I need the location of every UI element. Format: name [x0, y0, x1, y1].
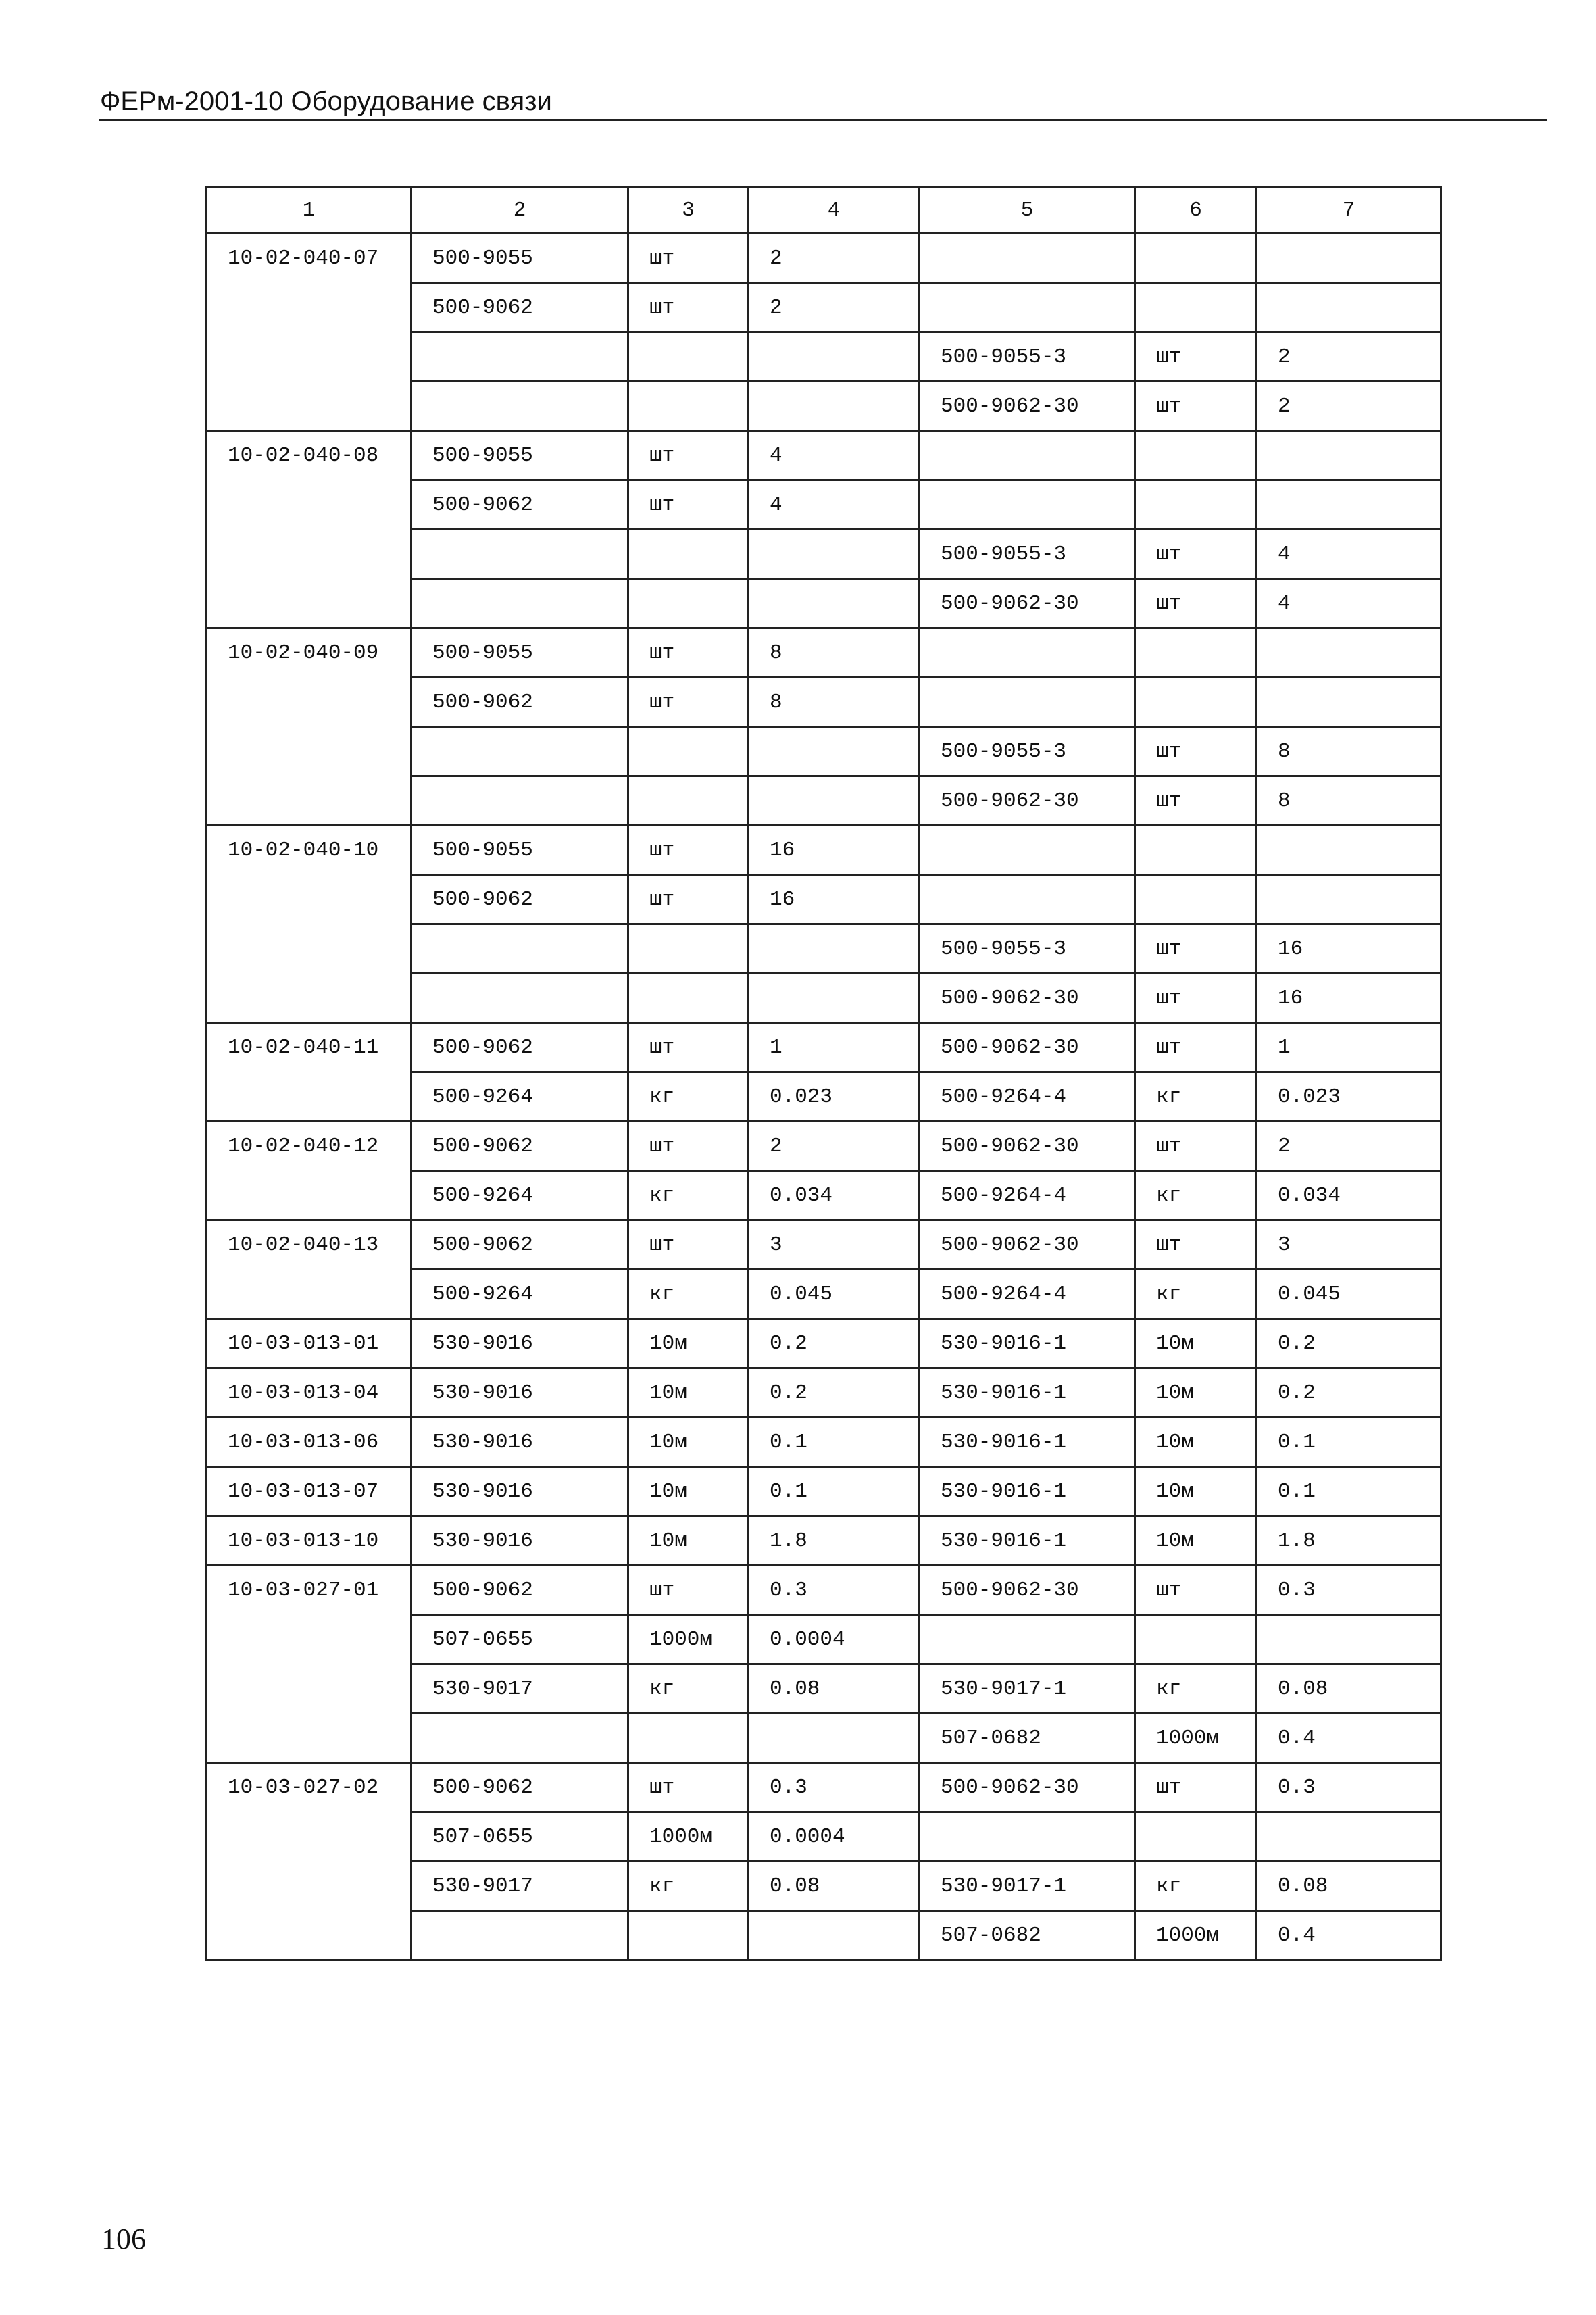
table-row — [207, 332, 1441, 382]
replacement-code-cell: 500-9062-30 — [920, 1122, 1135, 1171]
table-row — [207, 431, 1441, 480]
unit-cell: 10м — [628, 1368, 749, 1418]
resource-code-cell: 530-9016 — [412, 1368, 628, 1418]
quantity-cell: 0.1 — [749, 1467, 920, 1516]
resource-code-cell: 530-9016 — [412, 1319, 628, 1368]
quantity-cell: 0.045 — [749, 1270, 920, 1319]
replacement-quantity-cell — [1257, 431, 1441, 480]
norm-code-cell — [207, 678, 412, 727]
resource-code-cell — [412, 1911, 628, 1960]
replacement-quantity-cell: 8 — [1257, 727, 1441, 776]
replacement-quantity-cell — [1257, 678, 1441, 727]
norm-code-cell — [207, 1171, 412, 1220]
quantity-cell — [749, 382, 920, 431]
replacement-unit-cell: кг — [1135, 1270, 1257, 1319]
replacement-quantity-cell: 0.2 — [1257, 1319, 1441, 1368]
replacement-quantity-cell: 0.045 — [1257, 1270, 1441, 1319]
norm-code-cell: 10-03-013-01 — [207, 1319, 412, 1368]
replacement-code-cell: 530-9016-1 — [920, 1418, 1135, 1467]
table-row — [207, 875, 1441, 924]
replacement-unit-cell: 1000м — [1135, 1911, 1257, 1960]
quantity-cell: 0.0004 — [749, 1615, 920, 1664]
norm-code-cell: 10-02-040-09 — [207, 628, 412, 678]
resource-table — [205, 186, 1442, 1961]
quantity-cell: 0.3 — [749, 1763, 920, 1812]
quantity-cell — [749, 332, 920, 382]
replacement-unit-cell — [1135, 628, 1257, 678]
column-header: 6 — [1135, 187, 1257, 234]
table-row — [207, 1862, 1441, 1911]
unit-cell: 10м — [628, 1319, 749, 1368]
resource-code-cell: 530-9017 — [412, 1664, 628, 1714]
unit-cell: 1000м — [628, 1615, 749, 1664]
replacement-unit-cell: 10м — [1135, 1467, 1257, 1516]
table-row — [207, 974, 1441, 1023]
table-header-row — [207, 187, 1441, 234]
replacement-quantity-cell — [1257, 283, 1441, 332]
resource-code-cell: 500-9062 — [412, 1220, 628, 1270]
replacement-unit-cell: шт — [1135, 579, 1257, 628]
unit-cell: шт — [628, 628, 749, 678]
resource-code-cell: 500-9062 — [412, 1023, 628, 1072]
replacement-code-cell — [920, 431, 1135, 480]
table-row — [207, 1664, 1441, 1714]
replacement-code-cell: 507-0682 — [920, 1911, 1135, 1960]
resource-code-cell: 507-0655 — [412, 1812, 628, 1862]
column-header: 7 — [1257, 187, 1441, 234]
resource-table-body — [207, 187, 1441, 1960]
replacement-quantity-cell: 0.4 — [1257, 1714, 1441, 1763]
table-row — [207, 1418, 1441, 1467]
replacement-quantity-cell: 16 — [1257, 974, 1441, 1023]
unit-cell: 10м — [628, 1467, 749, 1516]
replacement-code-cell: 500-9264-4 — [920, 1171, 1135, 1220]
quantity-cell: 0.1 — [749, 1418, 920, 1467]
table-row — [207, 776, 1441, 826]
table-row — [207, 1220, 1441, 1270]
resource-code-cell — [412, 579, 628, 628]
table-row — [207, 628, 1441, 678]
norm-code-cell — [207, 974, 412, 1023]
resource-code-cell: 500-9055 — [412, 826, 628, 875]
quantity-cell: 0.2 — [749, 1368, 920, 1418]
table-row — [207, 382, 1441, 431]
quantity-cell: 8 — [749, 628, 920, 678]
quantity-cell: 0.034 — [749, 1171, 920, 1220]
replacement-unit-cell — [1135, 826, 1257, 875]
table-row — [207, 1023, 1441, 1072]
replacement-unit-cell: шт — [1135, 1023, 1257, 1072]
replacement-code-cell — [920, 234, 1135, 283]
norm-code-cell: 10-03-027-02 — [207, 1763, 412, 1812]
replacement-quantity-cell: 2 — [1257, 1122, 1441, 1171]
resource-code-cell — [412, 530, 628, 579]
norm-code-cell — [207, 283, 412, 332]
norm-code-cell — [207, 332, 412, 382]
replacement-code-cell — [920, 480, 1135, 530]
replacement-quantity-cell: 1.8 — [1257, 1516, 1441, 1566]
replacement-code-cell — [920, 283, 1135, 332]
norm-code-cell: 10-02-040-13 — [207, 1220, 412, 1270]
resource-code-cell: 500-9062 — [412, 875, 628, 924]
replacement-code-cell: 530-9017-1 — [920, 1862, 1135, 1911]
unit-cell: шт — [628, 826, 749, 875]
replacement-unit-cell: 1000м — [1135, 1714, 1257, 1763]
replacement-code-cell: 500-9062-30 — [920, 382, 1135, 431]
resource-code-cell: 500-9062 — [412, 678, 628, 727]
replacement-unit-cell: 10м — [1135, 1516, 1257, 1566]
table-row — [207, 1072, 1441, 1122]
unit-cell: 10м — [628, 1418, 749, 1467]
quantity-cell — [749, 776, 920, 826]
page-header-title: ФЕРм-2001-10 Оборудование связи — [100, 86, 552, 116]
replacement-quantity-cell: 3 — [1257, 1220, 1441, 1270]
replacement-unit-cell — [1135, 1615, 1257, 1664]
norm-code-cell — [207, 530, 412, 579]
replacement-code-cell: 530-9016-1 — [920, 1319, 1135, 1368]
table-row — [207, 1270, 1441, 1319]
unit-cell — [628, 530, 749, 579]
norm-code-cell — [207, 727, 412, 776]
table-row — [207, 480, 1441, 530]
replacement-unit-cell: шт — [1135, 382, 1257, 431]
table-row — [207, 1319, 1441, 1368]
replacement-quantity-cell: 1 — [1257, 1023, 1441, 1072]
resource-code-cell: 530-9016 — [412, 1516, 628, 1566]
table-row — [207, 579, 1441, 628]
quantity-cell: 1 — [749, 1023, 920, 1072]
quantity-cell: 2 — [749, 283, 920, 332]
replacement-code-cell: 530-9016-1 — [920, 1368, 1135, 1418]
quantity-cell — [749, 579, 920, 628]
quantity-cell — [749, 1714, 920, 1763]
replacement-code-cell: 507-0682 — [920, 1714, 1135, 1763]
replacement-code-cell: 500-9062-30 — [920, 974, 1135, 1023]
replacement-code-cell: 500-9062-30 — [920, 1763, 1135, 1812]
table-row — [207, 1122, 1441, 1171]
norm-code-cell: 10-03-013-06 — [207, 1418, 412, 1467]
unit-cell: 1000м — [628, 1812, 749, 1862]
table-row — [207, 1911, 1441, 1960]
quantity-cell: 2 — [749, 1122, 920, 1171]
resource-code-cell: 530-9017 — [412, 1862, 628, 1911]
replacement-quantity-cell — [1257, 1615, 1441, 1664]
replacement-unit-cell: 10м — [1135, 1368, 1257, 1418]
quantity-cell — [749, 727, 920, 776]
norm-code-cell: 10-02-040-08 — [207, 431, 412, 480]
unit-cell: кг — [628, 1270, 749, 1319]
replacement-unit-cell: кг — [1135, 1072, 1257, 1122]
unit-cell — [628, 974, 749, 1023]
norm-code-cell — [207, 480, 412, 530]
quantity-cell: 16 — [749, 875, 920, 924]
replacement-code-cell: 500-9062-30 — [920, 579, 1135, 628]
replacement-code-cell: 500-9055-3 — [920, 727, 1135, 776]
resource-code-cell — [412, 332, 628, 382]
column-header: 5 — [920, 187, 1135, 234]
page-number: 106 — [101, 2222, 146, 2256]
quantity-cell — [749, 924, 920, 974]
unit-cell — [628, 1911, 749, 1960]
table-row — [207, 826, 1441, 875]
replacement-quantity-cell — [1257, 826, 1441, 875]
replacement-quantity-cell — [1257, 234, 1441, 283]
header-rule — [99, 119, 1547, 121]
resource-code-cell — [412, 382, 628, 431]
table-row — [207, 1566, 1441, 1615]
unit-cell — [628, 1714, 749, 1763]
unit-cell: шт — [628, 875, 749, 924]
quantity-cell — [749, 974, 920, 1023]
unit-cell: шт — [628, 431, 749, 480]
resource-code-cell — [412, 974, 628, 1023]
unit-cell — [628, 924, 749, 974]
replacement-unit-cell — [1135, 1812, 1257, 1862]
quantity-cell — [749, 1911, 920, 1960]
unit-cell: шт — [628, 678, 749, 727]
norm-code-cell: 10-03-013-10 — [207, 1516, 412, 1566]
unit-cell: шт — [628, 1220, 749, 1270]
resource-code-cell: 500-9055 — [412, 628, 628, 678]
replacement-quantity-cell — [1257, 1812, 1441, 1862]
quantity-cell: 16 — [749, 826, 920, 875]
replacement-quantity-cell: 4 — [1257, 530, 1441, 579]
replacement-quantity-cell: 4 — [1257, 579, 1441, 628]
replacement-unit-cell: шт — [1135, 776, 1257, 826]
replacement-quantity-cell: 8 — [1257, 776, 1441, 826]
replacement-quantity-cell: 0.023 — [1257, 1072, 1441, 1122]
replacement-quantity-cell: 2 — [1257, 332, 1441, 382]
replacement-quantity-cell — [1257, 628, 1441, 678]
replacement-unit-cell: 10м — [1135, 1418, 1257, 1467]
resource-code-cell — [412, 924, 628, 974]
table-row — [207, 1171, 1441, 1220]
unit-cell: кг — [628, 1664, 749, 1714]
table-row — [207, 678, 1441, 727]
replacement-quantity-cell — [1257, 875, 1441, 924]
replacement-unit-cell — [1135, 678, 1257, 727]
replacement-quantity-cell: 0.034 — [1257, 1171, 1441, 1220]
replacement-unit-cell: кг — [1135, 1664, 1257, 1714]
table-row — [207, 1763, 1441, 1812]
replacement-unit-cell — [1135, 234, 1257, 283]
quantity-cell: 0.3 — [749, 1566, 920, 1615]
quantity-cell: 0.2 — [749, 1319, 920, 1368]
table-row — [207, 1714, 1441, 1763]
quantity-cell — [749, 530, 920, 579]
norm-code-cell — [207, 924, 412, 974]
table-row — [207, 1615, 1441, 1664]
replacement-quantity-cell: 0.3 — [1257, 1566, 1441, 1615]
replacement-code-cell: 500-9264-4 — [920, 1072, 1135, 1122]
resource-code-cell: 500-9062 — [412, 1122, 628, 1171]
unit-cell — [628, 776, 749, 826]
replacement-unit-cell: 10м — [1135, 1319, 1257, 1368]
unit-cell: шт — [628, 1566, 749, 1615]
replacement-code-cell — [920, 826, 1135, 875]
replacement-unit-cell: шт — [1135, 332, 1257, 382]
replacement-unit-cell: шт — [1135, 1763, 1257, 1812]
replacement-code-cell: 500-9264-4 — [920, 1270, 1135, 1319]
unit-cell: кг — [628, 1072, 749, 1122]
replacement-code-cell: 500-9062-30 — [920, 776, 1135, 826]
norm-code-cell — [207, 875, 412, 924]
replacement-unit-cell — [1135, 480, 1257, 530]
replacement-quantity-cell: 0.3 — [1257, 1763, 1441, 1812]
quantity-cell: 1.8 — [749, 1516, 920, 1566]
quantity-cell: 0.0004 — [749, 1812, 920, 1862]
table-row — [207, 1516, 1441, 1566]
norm-code-cell — [207, 1911, 412, 1960]
replacement-unit-cell: шт — [1135, 1566, 1257, 1615]
table-row — [207, 283, 1441, 332]
unit-cell — [628, 382, 749, 431]
table-row — [207, 924, 1441, 974]
column-header: 1 — [207, 187, 412, 234]
norm-code-cell: 10-03-013-04 — [207, 1368, 412, 1418]
norm-code-cell — [207, 1270, 412, 1319]
replacement-unit-cell — [1135, 283, 1257, 332]
norm-code-cell — [207, 1714, 412, 1763]
replacement-quantity-cell: 2 — [1257, 382, 1441, 431]
replacement-unit-cell: шт — [1135, 530, 1257, 579]
replacement-code-cell — [920, 875, 1135, 924]
table-row — [207, 1368, 1441, 1418]
replacement-code-cell — [920, 1812, 1135, 1862]
column-header: 2 — [412, 187, 628, 234]
table-row — [207, 530, 1441, 579]
norm-code-cell: 10-03-013-07 — [207, 1467, 412, 1516]
resource-code-cell: 500-9062 — [412, 480, 628, 530]
table-row — [207, 1467, 1441, 1516]
unit-cell: шт — [628, 480, 749, 530]
unit-cell: шт — [628, 1023, 749, 1072]
replacement-unit-cell — [1135, 875, 1257, 924]
replacement-code-cell: 500-9062-30 — [920, 1023, 1135, 1072]
replacement-code-cell — [920, 678, 1135, 727]
resource-code-cell: 530-9016 — [412, 1467, 628, 1516]
replacement-code-cell: 500-9055-3 — [920, 924, 1135, 974]
norm-code-cell — [207, 1072, 412, 1122]
replacement-code-cell: 530-9016-1 — [920, 1516, 1135, 1566]
resource-code-cell — [412, 727, 628, 776]
quantity-cell: 4 — [749, 480, 920, 530]
replacement-quantity-cell: 0.08 — [1257, 1862, 1441, 1911]
replacement-unit-cell: кг — [1135, 1171, 1257, 1220]
quantity-cell: 8 — [749, 678, 920, 727]
replacement-quantity-cell: 0.08 — [1257, 1664, 1441, 1714]
replacement-quantity-cell: 0.2 — [1257, 1368, 1441, 1418]
replacement-unit-cell: шт — [1135, 1122, 1257, 1171]
replacement-quantity-cell: 0.4 — [1257, 1911, 1441, 1960]
replacement-unit-cell: кг — [1135, 1862, 1257, 1911]
resource-code-cell: 500-9264 — [412, 1072, 628, 1122]
quantity-cell: 3 — [749, 1220, 920, 1270]
unit-cell: кг — [628, 1171, 749, 1220]
resource-code-cell: 500-9055 — [412, 234, 628, 283]
quantity-cell: 0.023 — [749, 1072, 920, 1122]
quantity-cell: 0.08 — [749, 1664, 920, 1714]
replacement-unit-cell: шт — [1135, 974, 1257, 1023]
quantity-cell: 2 — [749, 234, 920, 283]
resource-code-cell: 500-9264 — [412, 1270, 628, 1319]
unit-cell — [628, 332, 749, 382]
resource-code-cell: 500-9062 — [412, 1763, 628, 1812]
column-header: 3 — [628, 187, 749, 234]
replacement-quantity-cell: 0.1 — [1257, 1467, 1441, 1516]
norm-code-cell — [207, 1664, 412, 1714]
norm-code-cell — [207, 1615, 412, 1664]
resource-code-cell: 500-9062 — [412, 1566, 628, 1615]
table-row — [207, 234, 1441, 283]
replacement-code-cell: 500-9055-3 — [920, 332, 1135, 382]
replacement-quantity-cell: 16 — [1257, 924, 1441, 974]
quantity-cell: 4 — [749, 431, 920, 480]
unit-cell: шт — [628, 234, 749, 283]
replacement-unit-cell: шт — [1135, 727, 1257, 776]
resource-code-cell: 530-9016 — [412, 1418, 628, 1467]
norm-code-cell — [207, 579, 412, 628]
replacement-code-cell — [920, 628, 1135, 678]
norm-code-cell: 10-03-027-01 — [207, 1566, 412, 1615]
replacement-unit-cell: шт — [1135, 924, 1257, 974]
unit-cell: кг — [628, 1862, 749, 1911]
resource-code-cell: 500-9062 — [412, 283, 628, 332]
unit-cell: 10м — [628, 1516, 749, 1566]
unit-cell: шт — [628, 283, 749, 332]
unit-cell — [628, 727, 749, 776]
unit-cell: шт — [628, 1763, 749, 1812]
norm-code-cell — [207, 1812, 412, 1862]
norm-code-cell: 10-02-040-12 — [207, 1122, 412, 1171]
replacement-code-cell: 500-9055-3 — [920, 530, 1135, 579]
resource-code-cell — [412, 1714, 628, 1763]
replacement-code-cell: 530-9016-1 — [920, 1467, 1135, 1516]
replacement-quantity-cell: 0.1 — [1257, 1418, 1441, 1467]
table-row — [207, 1812, 1441, 1862]
quantity-cell: 0.08 — [749, 1862, 920, 1911]
norm-code-cell: 10-02-040-10 — [207, 826, 412, 875]
replacement-code-cell: 530-9017-1 — [920, 1664, 1135, 1714]
replacement-unit-cell — [1135, 431, 1257, 480]
norm-code-cell — [207, 1862, 412, 1911]
column-header: 4 — [749, 187, 920, 234]
replacement-code-cell — [920, 1615, 1135, 1664]
resource-code-cell: 507-0655 — [412, 1615, 628, 1664]
norm-code-cell — [207, 776, 412, 826]
norm-code-cell: 10-02-040-11 — [207, 1023, 412, 1072]
replacement-code-cell: 500-9062-30 — [920, 1220, 1135, 1270]
resource-code-cell: 500-9264 — [412, 1171, 628, 1220]
table-row — [207, 727, 1441, 776]
norm-code-cell — [207, 382, 412, 431]
unit-cell — [628, 579, 749, 628]
norm-code-cell: 10-02-040-07 — [207, 234, 412, 283]
replacement-quantity-cell — [1257, 480, 1441, 530]
unit-cell: шт — [628, 1122, 749, 1171]
replacement-code-cell: 500-9062-30 — [920, 1566, 1135, 1615]
resource-code-cell — [412, 776, 628, 826]
replacement-unit-cell: шт — [1135, 1220, 1257, 1270]
resource-code-cell: 500-9055 — [412, 431, 628, 480]
